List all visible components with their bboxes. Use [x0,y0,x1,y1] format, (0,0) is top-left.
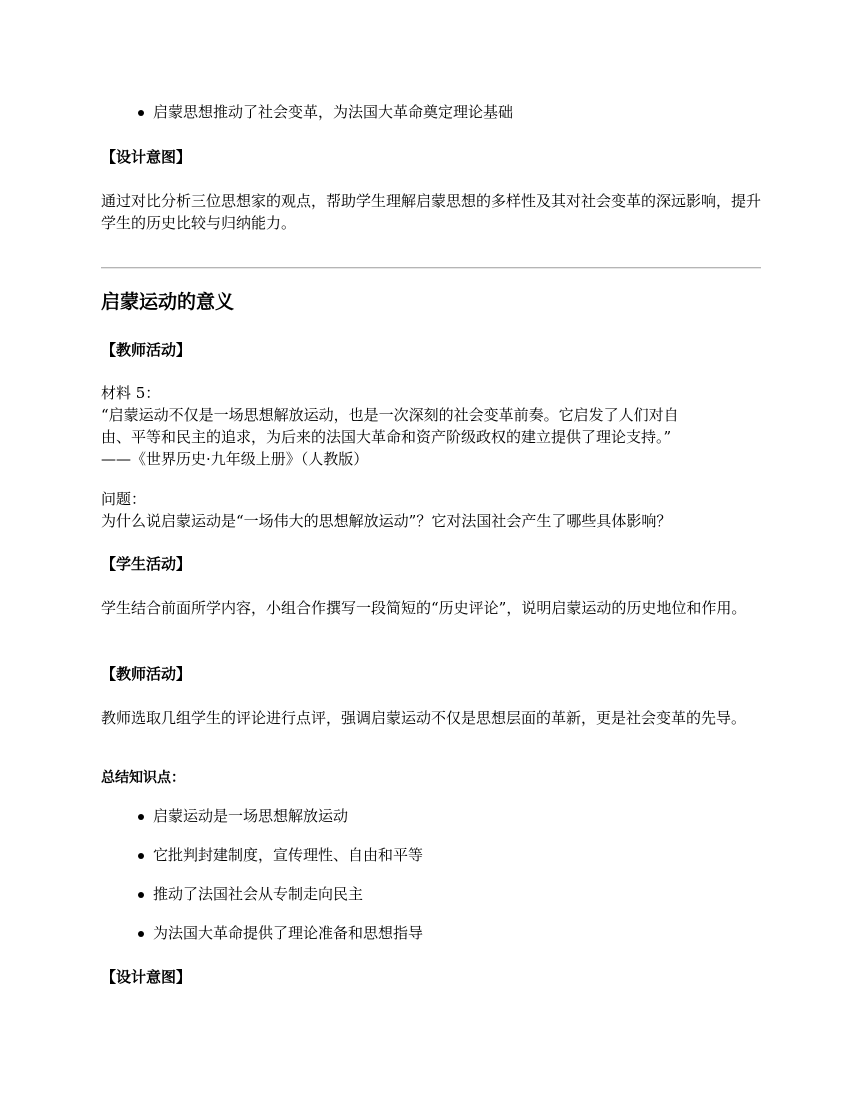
bullet-icon [138,814,144,820]
material-quote-line: “启蒙运动不仅是一场思想解放运动，也是一次深刻的社会变革前奏。它启发了人们对自 [101,406,679,424]
material-label: 材料 5： [101,384,161,402]
list-item [101,923,761,943]
list-item [101,806,761,826]
summary-list [101,806,761,943]
question-text: 为什么说启蒙运动是“一场伟大的思想解放运动”？它对法国社会产生了哪些具体影响？ [101,512,672,530]
list-item [101,845,761,865]
design-intent-text: 通过对比分析三位思想家的观点，帮助学生理解启蒙思想的多样性及其对社会变革的深远影响，提升学生的历史比较与归纳能力。 [101,192,762,232]
list-item [101,884,761,904]
bullet-icon [138,853,144,859]
material-source: ——《世界历史·九年级上册》（人教版） [101,450,369,468]
material-block [101,382,761,470]
top-bullet-list [101,102,761,122]
list-item-text: 推动了法国社会从专制走向民主 [153,885,364,903]
section-title: 启蒙运动的意义 [101,291,235,313]
bullet-icon [138,110,144,116]
question-label: 问题： [101,490,147,508]
list-item-text: 它批判封建制度，宣传理性、自由和平等 [153,846,424,864]
design-intent-heading: 【设计意图】 [101,968,192,986]
student-activity-heading: 【学生活动】 [101,555,192,573]
teacher-activity-text: 教师选取几组学生的评论进行点评，强调启蒙运动不仅是思想层面的革新，更是社会变革的先导。 [101,709,747,727]
bullet-icon [138,931,144,937]
list-item-text: 启蒙运动是一场思想解放运动 [153,807,349,825]
bullet-icon [138,892,144,898]
teacher-activity-heading: 【教师活动】 [101,665,192,683]
design-intent-heading: 【设计意图】 [101,148,192,166]
teacher-activity-heading: 【教师活动】 [101,341,192,359]
summary-label: 总结知识点： [101,770,185,786]
question-block [101,488,761,532]
list-item [101,102,761,122]
material-quote-line: 由、平等和民主的追求，为后来的法国大革命和资产阶级政权的建立提供了理论支持。” [101,428,672,446]
list-item-text: 为法国大革命提供了理论准备和思想指导 [153,924,424,942]
list-item-text: 启蒙思想推动了社会变革，为法国大革命奠定理论基础 [153,103,514,121]
section-divider [101,267,761,269]
student-activity-text: 学生结合前面所学内容，小组合作撰写一段简短的“历史评论”，说明启蒙运动的历史地位和作用。 [101,599,747,617]
